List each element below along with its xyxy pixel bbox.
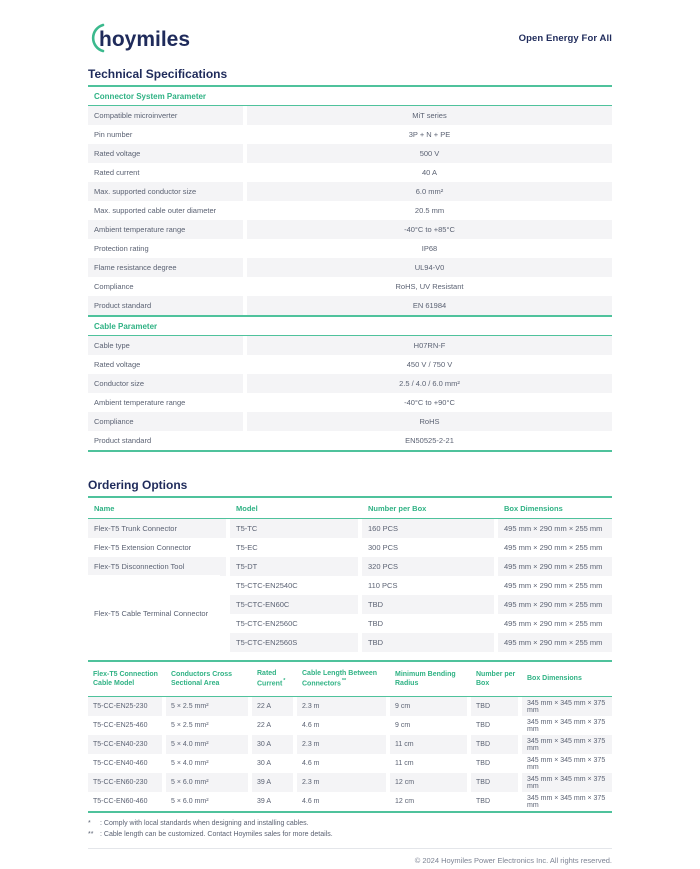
- spec-label: Conductor size: [88, 374, 243, 393]
- cell-box-dimensions: 495 mm × 290 mm × 255 mm: [504, 619, 603, 628]
- merged-cell-cable-terminal-connector: Flex-T5 Cable Terminal Connector: [88, 575, 220, 651]
- ordering-table-row: [88, 557, 612, 576]
- col-header-box-dimensions: Box Dimensions: [527, 675, 582, 683]
- footnote-line: [88, 819, 612, 830]
- hoymiles-logo-graphic: [88, 22, 200, 54]
- technical-specifications-title: Technical Specifications: [88, 67, 612, 87]
- footnotes: [88, 819, 612, 841]
- cell-name: Flex-T5 Disconnection Tool: [88, 557, 226, 576]
- spec-row: [88, 296, 612, 315]
- cell-cross-sectional-area: 5 × 2.5 mm²: [171, 722, 209, 729]
- cell-number-per-box: TBD: [362, 595, 494, 614]
- spec-value: 500 V: [247, 144, 612, 163]
- spec-row: [88, 393, 612, 412]
- cell-model: T5-CTC-EN2560C: [236, 619, 298, 628]
- footnote-marker: **: [88, 830, 94, 838]
- connection-cable-row: [88, 735, 612, 754]
- cell-cable-length: 4.6 m: [302, 722, 320, 729]
- spec-label: Compliance: [88, 412, 243, 431]
- cell-cable-model: T5-CC-EN25-230: [88, 697, 162, 716]
- cell-cross-sectional-area: 5 × 6.0 mm²: [171, 798, 209, 805]
- cell-number-per-box: TBD: [476, 722, 490, 729]
- spec-label: Pin number: [94, 130, 133, 139]
- col-header-conductors-cross-sectional-area: Conductors Cross Sectional Area: [171, 670, 233, 687]
- spec-row: [88, 144, 612, 163]
- spec-row: [88, 106, 612, 125]
- footer-divider: [88, 848, 612, 849]
- col-header-model: Model: [236, 503, 258, 513]
- spec-value: EN50525-2-21: [405, 436, 454, 445]
- spec-value: EN 61984: [247, 296, 612, 315]
- cell-rated-current: 22 A: [257, 722, 272, 729]
- cell-bending-radius: 11 cm: [395, 760, 414, 767]
- spec-value: -40°C to +85°C: [247, 220, 612, 239]
- cell-number-per-box: TBD: [476, 760, 490, 767]
- footnote-marker: *: [88, 820, 91, 827]
- spec-label: Protection rating: [94, 244, 149, 253]
- cell-box-dimensions: 345 mm × 345 mm × 375 mm: [522, 773, 612, 792]
- spec-row: [88, 374, 612, 393]
- spec-row: [88, 277, 612, 296]
- connection-cable-table-header: [88, 662, 612, 697]
- spec-label: Max. supported cable outer diameter: [94, 206, 217, 215]
- cell-number-per-box: TBD: [471, 697, 518, 716]
- spec-label: Product standard: [88, 296, 243, 315]
- spec-label: Max. supported conductor size: [88, 182, 243, 201]
- connection-cable-row: [88, 716, 612, 735]
- spec-value: 40 A: [421, 168, 437, 177]
- cell-number-per-box: TBD: [471, 735, 518, 754]
- spec-value: RoHS: [247, 412, 612, 431]
- spec-value: UL94-V0: [247, 258, 612, 277]
- cell-rated-current: 39 A: [252, 773, 293, 792]
- cell-bending-radius: 9 cm: [395, 722, 411, 729]
- spec-label: Cable type: [88, 336, 243, 355]
- cell-cable-model: T5-CC-EN25-460: [93, 722, 148, 729]
- cell-box-dimensions: 345 mm × 345 mm × 375 mm: [522, 697, 612, 716]
- cell-cable-length: 2.3 m: [297, 735, 386, 754]
- footnote-text: : Cable length can be customized. Contact Hoymiles sales for more details.: [100, 830, 333, 838]
- cell-cable-length: 2.3 m: [297, 773, 386, 792]
- page-content: [88, 67, 612, 865]
- spec-value: IP68: [421, 244, 438, 253]
- cell-cable-length: 4.6 m: [302, 798, 320, 805]
- footnote-marker: **: [341, 678, 347, 685]
- cell-model: T5-TC: [230, 519, 358, 538]
- col-header-flex-t5-connection-cable-model: Flex-T5 Connection Cable Model: [93, 670, 158, 687]
- spec-row: [88, 431, 612, 450]
- cable-spec-table: [88, 336, 612, 452]
- spec-label: Product standard: [94, 436, 152, 445]
- ordering-table-row: [88, 538, 612, 557]
- ordering-table: [88, 498, 612, 652]
- cell-cross-sectional-area: 5 × 4.0 mm²: [166, 735, 248, 754]
- cell-rated-current: 39 A: [257, 798, 272, 805]
- spec-row: [88, 239, 612, 258]
- spec-value: MiT series: [247, 106, 612, 125]
- cell-model: T5-EC: [236, 543, 258, 552]
- connection-cable-row: [88, 754, 612, 773]
- spec-row: [88, 220, 612, 239]
- spec-row: [88, 163, 612, 182]
- spec-row: [88, 182, 612, 201]
- col-header-name: Name: [94, 503, 115, 513]
- cable-parameter-section: [88, 315, 612, 452]
- copyright-text: © 2024 Hoymiles Power Electronics Inc. All rights reserved.: [414, 855, 612, 865]
- cell-box-dimensions: 495 mm × 290 mm × 255 mm: [498, 519, 612, 538]
- spec-label: Rated voltage: [88, 144, 243, 163]
- connection-cable-row: [88, 697, 612, 716]
- spec-row: [88, 355, 612, 374]
- spec-label: Ambient temperature range: [88, 220, 243, 239]
- spec-value: 6.0 mm²: [247, 182, 612, 201]
- spec-value: -40°C to +90°C: [404, 398, 455, 407]
- connection-cable-table-body: [88, 697, 612, 811]
- spec-row: [88, 125, 612, 144]
- connector-spec-table: [88, 106, 612, 315]
- logo-wordmark: hoymiles: [99, 28, 191, 51]
- spec-label: Ambient temperature range: [94, 398, 186, 407]
- cell-bending-radius: 12 cm: [390, 773, 467, 792]
- cell-number-per-box: TBD: [362, 633, 494, 652]
- cell-box-dimensions: 345 mm × 345 mm × 375 mm: [527, 718, 606, 733]
- ordering-options-title: Ordering Options: [88, 478, 612, 498]
- col-header-number-per-box: Number per Box: [476, 670, 516, 687]
- cell-box-dimensions: 345 mm × 345 mm × 375 mm: [527, 794, 606, 809]
- ordering-table-row: [88, 519, 612, 538]
- cell-number-per-box: 320 PCS: [362, 557, 494, 576]
- col-header-box-dimensions: Box Dimensions: [504, 503, 563, 513]
- spec-label: Compatible microinverter: [88, 106, 243, 125]
- spec-value: RoHS, UV Resistant: [395, 282, 464, 291]
- cell-model: T5-CTC-EN60C: [230, 595, 358, 614]
- cell-cable-model: T5-CC-EN40-230: [88, 735, 162, 754]
- footnote-marker: *: [283, 678, 286, 685]
- footnote-text: : Comply with local standards when designing and installing cables.: [100, 820, 309, 827]
- connector-system-parameter-section: [88, 87, 612, 315]
- spec-label: Rated voltage: [94, 360, 141, 369]
- cell-rated-current: 22 A: [252, 697, 293, 716]
- connection-cable-row: [88, 773, 612, 792]
- cell-number-per-box: 160 PCS: [362, 519, 494, 538]
- brand-tagline: Open Energy For All: [518, 32, 612, 44]
- spec-value: 3P + N + PE: [408, 130, 451, 139]
- spec-value: 2.5 / 4.0 / 6.0 mm²: [247, 374, 612, 393]
- cell-name: Flex-T5 Extension Connector: [94, 543, 192, 552]
- cell-rated-current: 30 A: [252, 735, 293, 754]
- cell-bending-radius: 11 cm: [390, 735, 467, 754]
- cell-model: T5-CTC-EN2560S: [230, 633, 358, 652]
- section-title-connector: Connector System Parameter: [88, 87, 612, 106]
- cell-cable-length: 2.3 m: [297, 697, 386, 716]
- spec-value: H07RN-F: [247, 336, 612, 355]
- cell-number-per-box: TBD: [471, 773, 518, 792]
- cell-name: Flex-T5 Trunk Connector: [88, 519, 226, 538]
- col-header-rated-current: Rated Current*: [257, 669, 286, 688]
- cell-box-dimensions: 345 mm × 345 mm × 375 mm: [522, 735, 612, 754]
- cell-model: T5-DT: [230, 557, 358, 576]
- cell-box-dimensions: 495 mm × 290 mm × 255 mm: [498, 595, 612, 614]
- cell-cable-length: 4.6 m: [302, 760, 320, 767]
- spec-row: [88, 258, 612, 277]
- cell-cable-model: T5-CC-EN60-230: [88, 773, 162, 792]
- ordering-table-header: [88, 498, 612, 519]
- top-bar: [0, 0, 700, 54]
- cell-model: T5-CTC-EN2540C: [236, 581, 298, 590]
- col-header-minimum-bending-radius: Minimum Bending Radius: [395, 670, 456, 687]
- cell-number-per-box: 110 PCS: [368, 581, 398, 590]
- cell-bending-radius: 9 cm: [390, 697, 467, 716]
- cell-rated-current: 30 A: [257, 760, 272, 767]
- cell-box-dimensions: 495 mm × 290 mm × 255 mm: [504, 543, 603, 552]
- spec-label: Rated current: [94, 168, 140, 177]
- spec-row: [88, 201, 612, 220]
- spec-row: [88, 412, 612, 431]
- spec-label: Flame resistance degree: [88, 258, 243, 277]
- cell-number-per-box: TBD: [368, 619, 383, 628]
- connection-cable-table: [88, 660, 612, 813]
- cell-box-dimensions: 495 mm × 290 mm × 255 mm: [498, 557, 612, 576]
- cell-bending-radius: 12 cm: [395, 798, 415, 805]
- spec-row: [88, 336, 612, 355]
- cell-number-per-box: 300 PCS: [368, 543, 399, 552]
- cell-box-dimensions: 345 mm × 345 mm × 375 mm: [527, 756, 606, 771]
- col-header-cable-length-between-connectors: Cable Length Between Connectors**: [302, 669, 378, 688]
- section-title-cable: Cable Parameter: [88, 315, 612, 336]
- spec-label: Compliance: [94, 282, 134, 291]
- cell-cable-model: T5-CC-EN60-460: [93, 798, 148, 805]
- footnote-line: [88, 830, 612, 841]
- col-header-number-per-box: Number per Box: [368, 503, 427, 513]
- cell-number-per-box: TBD: [476, 798, 490, 805]
- cell-cross-sectional-area: 5 × 4.0 mm²: [171, 760, 209, 767]
- spec-value: 450 V / 750 V: [406, 360, 453, 369]
- connection-cable-row: [88, 792, 612, 811]
- cell-cross-sectional-area: 5 × 2.5 mm²: [166, 697, 248, 716]
- cell-box-dimensions: 495 mm × 290 mm × 255 mm: [504, 581, 603, 590]
- hoymiles-logo: [88, 22, 200, 54]
- cell-cable-model: T5-CC-EN40-460: [93, 760, 148, 767]
- cell-box-dimensions: 495 mm × 290 mm × 255 mm: [498, 633, 612, 652]
- cell-cross-sectional-area: 5 × 6.0 mm²: [166, 773, 248, 792]
- spec-value: 20.5 mm: [414, 206, 445, 215]
